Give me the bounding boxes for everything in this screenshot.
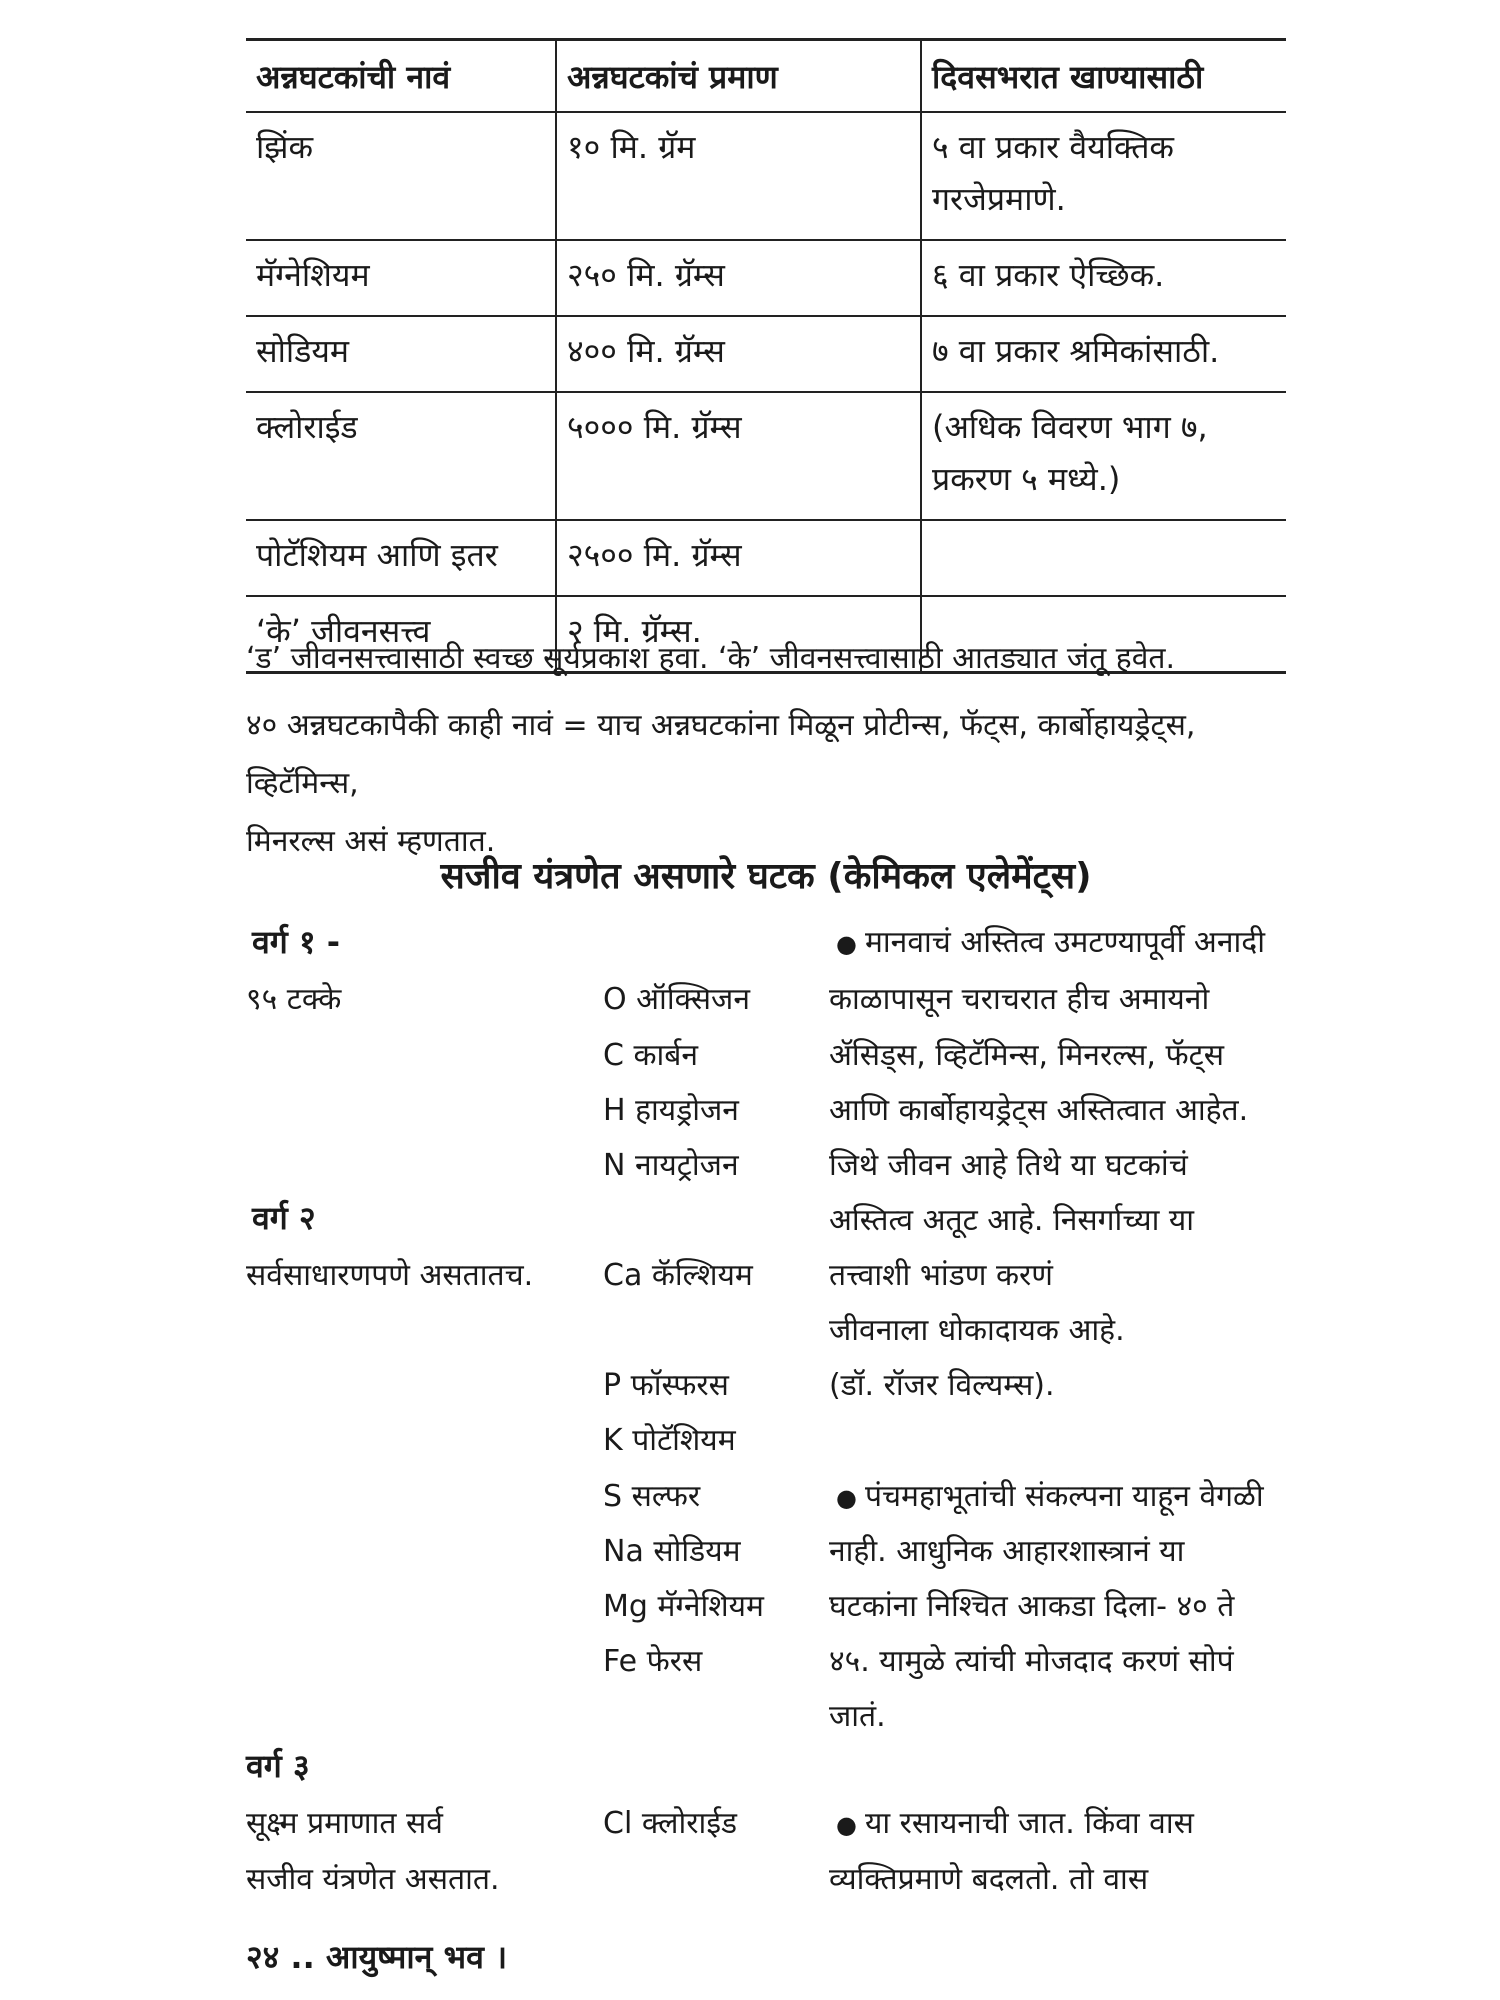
note-2-line: नाही. आधुनिक आहारशास्त्रानं या xyxy=(829,1534,1185,1569)
page-footer: २४ .. आयुष्मान् भव । xyxy=(246,1938,508,1976)
note-1-line: जीवनाला धोकादायक आहे. xyxy=(829,1313,1125,1348)
table-header-row xyxy=(246,40,1286,113)
nutrient-amount: ५००० मि. ग्रॅम्स xyxy=(556,392,921,520)
bullet-icon: ● xyxy=(836,930,857,958)
element-item: P फॉस्फरस xyxy=(603,1368,729,1403)
group-3-description: सूक्ष्म प्रमाणात सर्व xyxy=(246,1806,443,1841)
group-2-description: सर्वसाधारणपणे असतातच. xyxy=(246,1258,534,1293)
header-nutrient-name: अन्नघटकांची नावं xyxy=(246,40,556,113)
bullet-icon: ● xyxy=(836,1484,857,1512)
table-row xyxy=(246,316,1286,392)
element-item: Mg मॅग्नेशियम xyxy=(603,1589,764,1624)
element-item: Na सोडियम xyxy=(603,1534,741,1569)
header-daily-intake: दिवसभरात खाण्यासाठी xyxy=(921,40,1286,113)
note-3-line: व्यक्तिप्रमाणे बदलतो. तो वास xyxy=(829,1862,1149,1897)
element-item: S सल्फर xyxy=(603,1479,701,1514)
group-3-title: वर्ग ३ xyxy=(246,1747,310,1785)
group-1-title: वर्ग १ - xyxy=(252,923,341,961)
nutrient-amount: २५० मि. ग्रॅम्स xyxy=(556,240,921,316)
element-item: Ca कॅल्शियम xyxy=(603,1258,753,1293)
note-1-line: ● मानवाचं अस्तित्व उमटण्यापूर्वी अनादी xyxy=(836,925,1265,960)
nutrient-name: सोडियम xyxy=(246,316,556,392)
element-item: N नायट्रोजन xyxy=(603,1148,739,1183)
nutrient-amount: २५०० मि. ग्रॅम्स xyxy=(556,520,921,596)
note-1-line: अस्तित्व अतूट आहे. निसर्गाच्या या xyxy=(829,1203,1195,1238)
group-2-title: वर्ग २ xyxy=(252,1199,316,1237)
group-1-description: ९५ टक्के xyxy=(246,982,342,1017)
element-item: Cl क्लोराईड xyxy=(603,1806,738,1841)
group-3-description: सजीव यंत्रणेत असतात. xyxy=(246,1862,500,1897)
note-2-line: जातं. xyxy=(829,1699,886,1734)
header-nutrient-amount: अन्नघटकांचं प्रमाण xyxy=(556,40,921,113)
nutrient-name: मॅग्नेशियम xyxy=(246,240,556,316)
note-2-line: ● पंचमहाभूतांची संकल्पना याहून वेगळी xyxy=(836,1479,1264,1514)
section-heading: सजीव यंत्रणेत असणारे घटक (केमिकल एलेमेंट्स) xyxy=(440,856,1092,897)
table-row xyxy=(246,392,1286,520)
table-row xyxy=(246,112,1286,240)
nutrient-note xyxy=(921,520,1286,596)
note-2-line: ४५. यामुळे त्यांची मोजदाद करणं सोपं xyxy=(829,1644,1234,1679)
nutrient-table xyxy=(246,38,1286,674)
nutrient-name: पोटॅशियम आणि इतर xyxy=(246,520,556,596)
nutrient-name: क्लोराईड xyxy=(246,392,556,520)
nutrient-names-paragraph: ४० अन्नघटकापैकी काही नावं = याच अन्नघटकांना मिळून प्रोटीन्स, फॅट्स, कार्बोहायड्रेट्स, व्हिटॅमिन्स, मिनरल्स असं म्हणतात. xyxy=(246,708,1196,859)
bullet-icon: ● xyxy=(836,1811,857,1839)
element-item: O ऑक्सिजन xyxy=(603,982,750,1017)
note-1-line: तत्त्वाशी भांडण करणं xyxy=(829,1258,1053,1293)
note-1-line: ॲसिड्स, व्हिटॅमिन्स, मिनरल्स, फॅट्स xyxy=(829,1038,1224,1073)
element-item: K पोटॅशियम xyxy=(603,1423,736,1458)
note-1-line: आणि कार्बोहायड्रेट्स अस्तित्वात आहेत. xyxy=(829,1093,1249,1128)
nutrient-amount: १० मि. ग्रॅम xyxy=(556,112,921,240)
nutrient-name: ‘के’ जीवनसत्त्व xyxy=(246,596,556,673)
nutrient-name: झिंक xyxy=(246,112,556,240)
element-item: Fe फेरस xyxy=(603,1644,703,1679)
note-1-line: काळापासून चराचरात हीच अमायनो xyxy=(829,982,1210,1017)
nutrient-note: ५ वा प्रकार वैयक्तिक गरजेप्रमाणे. xyxy=(921,112,1286,240)
note-3-line: ● या रसायनाची जात. किंवा वास xyxy=(836,1806,1194,1841)
table-row xyxy=(246,520,1286,596)
note-2-line: घटकांना निश्चित आकडा दिला- ४० ते xyxy=(829,1589,1235,1624)
nutrient-amount: ४०० मि. ग्रॅम्स xyxy=(556,316,921,392)
nutrient-note: (अधिक विवरण भाग ७, प्रकरण ५ मध्ये.) xyxy=(921,392,1286,520)
nutrient-amount: २ मि. ग्रॅम्स. xyxy=(556,596,921,673)
note-1-line: जिथे जीवन आहे तिथे या घटकांचं xyxy=(829,1148,1188,1183)
vitamin-note-paragraph: ‘ड’ जीवनसत्त्वासाठी स्वच्छ सूर्यप्रकाश हवा. ‘के’ जीवनसत्त्वासाठी आतड्यात जंतू हवेत. xyxy=(246,641,1176,676)
nutrient-note: ६ वा प्रकार ऐच्छिक. xyxy=(921,240,1286,316)
nutrient-note: ७ वा प्रकार श्रमिकांसाठी. xyxy=(921,316,1286,392)
element-item: H हायड्रोजन xyxy=(603,1093,739,1128)
element-item: C कार्बन xyxy=(603,1038,699,1073)
note-1-line: (डॉ. रॉजर विल्यम्स). xyxy=(829,1368,1055,1403)
table-row xyxy=(246,240,1286,316)
